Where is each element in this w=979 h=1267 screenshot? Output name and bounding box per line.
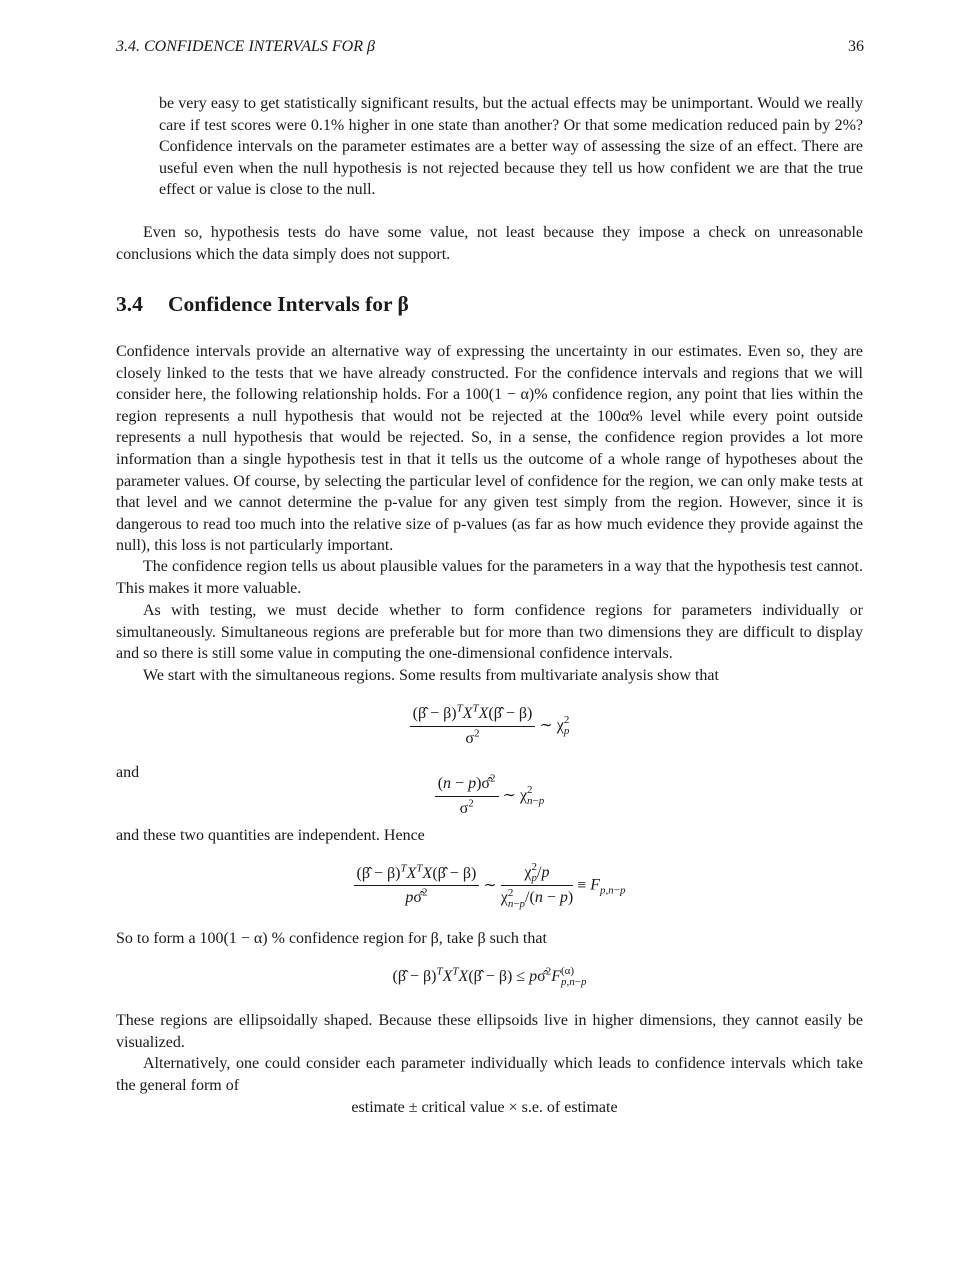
equation-f-distribution: $\frac{(\betâ - \beta)^TX^TX(\betâ - \beta)}{p\sigmâ^2}$ ∼ χ 2 p /p χ 2 n−p /(n − p) ≡ $F_{p,n-p}$ [0,862,979,910]
paragraph-form-region: So to form a 100(1 − α) % confidence region for β, take β such that [116,930,547,947]
paragraph-intro: Confidence intervals provide an alternative way of expressing the uncertainty in our estimates. Even so, they are closely linked to the tests that we have already constructed. For the confidence intervals and regions that we will consider here, the following relationship holds. For a 100(1 − α)% confidence region, any point that lies within the region represents a null hypothesis that would not be rejected at the 100α% level while every point outside represents a null hypothesis that would be rejected. So, in a sense, the confidence region provides a lot more information than a single hypothesis test in that it tells us the outcome of a whole range of hypotheses about the parameter values. Of course, by selecting the particular level of confidence for the region, we can only make tests at that level and we cannot determine the p-value for any given test simply from the region. However, since it is dangerous to read too much into the relative size of p-values (as far as how much evidence they provide against the null), this loss is not particularly important. [116,343,863,555]
fraction: $\frac{(\betâ - \beta)^TX^TX(\betâ - \beta)}{\sigma^2}$ [410,703,536,749]
and-label: and [116,764,140,781]
equation-chi-square-n-p: $\frac{(n - p)\sigmâ^2}{\sigma^2}$ ∼ χ 2 n−p [0,773,979,819]
paragraph-region-value: The confidence region tells us about plausible values for the parameters in a way that the hypothesis test cannot. This makes it more valuable. [116,558,863,597]
equation-chi-square-p: $\frac{(\betâ - \beta)^TX^TX(\betâ - \beta)}{\sigma^2}$ ∼ χ 2 p [0,703,979,749]
section-heading [116,294,409,316]
paragraph-testing: As with testing, we must decide whether to form confidence regions for parameters individually or simultaneously. Simultaneous regions are preferable but for more than two dimensions they are difficult to display and so there is still some value in computing the one-dimensional confidence intervals. [116,602,863,663]
equation-general-form: estimate ± critical value × s.e. of estimate [351,1099,618,1116]
fraction: χ 2 p /p χ 2 n−p /(n − p) [500,861,574,910]
equation-confidence-region: (β̂ − $\beta)^TX^TX(\betâ - \beta)$ ≤ pσ̂$^2$F (α) p,n−p [392,965,587,989]
paragraph-ellipsoids: These regions are ellipsoidally shaped. Because these ellipsoids live in higher dimensions, they cannot easily be visualized. [116,1012,863,1051]
running-header [116,36,864,58]
paragraph-even-so: Even so, hypothesis tests do have some value, not least because they impose a check on unreasonable conclusions which the data simply does not support. [116,224,863,263]
fraction: $\frac{(\betâ - \beta)^TX^TX(\betâ - \beta)}{p\sigmâ^2}$ [354,863,480,909]
section-title: Confidence Intervals for β [168,292,409,316]
fraction: $\frac{(n - p)\sigmâ^2}{\sigma^2}$ [435,773,499,819]
page-number: 36 [848,38,864,55]
indented-quote: be very easy to get statistically significant results, but the actual effects may be unimportant. Would we really care if test scores were 0.1% higher in one state than another? Or that some medication reduced pain by 2%? Confidence intervals on the parameter estimates are a better way of assessing the size of an effect. There are useful even when the null hypothesis is not rejected because they tell us how confident we are that the true effect or value is close to the null. [159,95,863,199]
paragraph-multivariate: We start with the simultaneous regions. Some results from multivariate analysis show that [143,667,719,684]
paragraph-individual: Alternatively, one could consider each parameter individually which leads to confidence intervals which take the general form of [116,1055,863,1094]
paragraph-independent: and these two quantities are independent. Hence [116,827,425,844]
section-number: 3.4 [116,292,143,316]
running-title: 3.4. CONFIDENCE INTERVALS FOR β [116,38,375,55]
